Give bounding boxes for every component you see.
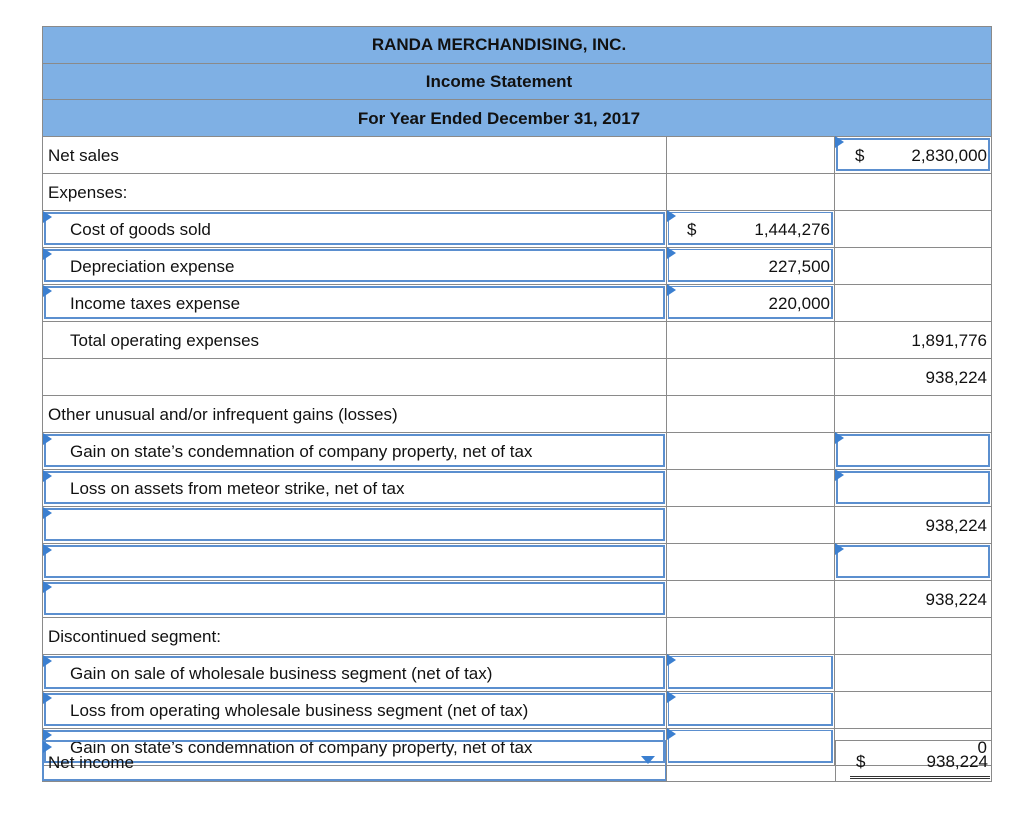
- input-marker-icon: [43, 581, 52, 593]
- currency-symbol: $: [856, 752, 866, 771]
- input-cogs-amount[interactable]: [666, 211, 834, 247]
- value-income-taxes: 220,000: [768, 294, 830, 313]
- row-gain-wholesale: [43, 655, 991, 692]
- row-net-sales: [43, 137, 991, 174]
- label-cogs: Cost of goods sold: [70, 220, 211, 239]
- select-loss-wholesale-label[interactable]: [43, 692, 666, 728]
- label-discontinued: Discontinued segment:: [48, 627, 221, 646]
- input-marker-icon: [43, 544, 52, 556]
- input-marker-icon: [835, 543, 844, 555]
- cell-net-income-total: [835, 740, 992, 781]
- label-gain-wholesale: Gain on sale of wholesale business segment (net of tax): [70, 664, 493, 683]
- company-header: [43, 27, 991, 64]
- label-other-gains: Other unusual and/or infrequent gains (losses): [48, 405, 398, 424]
- input-marker-icon: [667, 691, 676, 703]
- input-marker-icon: [835, 136, 844, 148]
- value-cogs: 1,444,276: [754, 220, 830, 239]
- input-depreciation-amount[interactable]: [666, 248, 834, 284]
- input-marker-icon: [43, 507, 52, 519]
- input-gain-wholesale-amount[interactable]: [666, 655, 834, 691]
- value-blank-3: 938,224: [925, 590, 987, 609]
- row-blank-1: [43, 507, 991, 544]
- input-marker-icon: [43, 655, 52, 667]
- row-depreciation: [43, 248, 991, 285]
- label-loss-meteor: Loss on assets from meteor strike, net of tax: [70, 479, 405, 498]
- input-loss-meteor-total[interactable]: [834, 470, 991, 506]
- label-depreciation: Depreciation expense: [70, 257, 235, 276]
- chevron-down-icon: [641, 756, 655, 764]
- label-total-opex: Total operating expenses: [70, 331, 260, 350]
- row-income-taxes: [43, 285, 991, 322]
- row-loss-meteor: [43, 470, 991, 507]
- statement-header: [43, 64, 991, 100]
- row-expenses-heading: [43, 174, 991, 211]
- input-loss-wholesale-amount[interactable]: [666, 692, 834, 728]
- label-income-taxes: Income taxes expense: [70, 294, 241, 313]
- value-net-sales: 2,830,000: [911, 146, 987, 165]
- input-income-taxes-amount[interactable]: [666, 285, 834, 321]
- input-marker-icon: [835, 432, 844, 444]
- input-marker-icon: [43, 211, 52, 223]
- row-blank-3: [43, 581, 991, 618]
- value-gain-condemnation-2-total: 0: [977, 738, 987, 757]
- double-underline: [850, 776, 990, 779]
- row-cogs: [43, 211, 991, 248]
- cell-net-sales-total[interactable]: [834, 137, 991, 173]
- input-marker-icon: [43, 433, 52, 445]
- label-net-income: Net income: [48, 753, 134, 772]
- label-net-sales: Net sales: [48, 146, 119, 165]
- row-net-income-frame: [42, 740, 992, 782]
- row-total-opex: [43, 322, 991, 359]
- value-net-income: 938,224: [926, 752, 988, 771]
- input-marker-icon: [43, 741, 52, 753]
- input-marker-icon: [43, 285, 52, 297]
- label-expenses: Expenses:: [48, 183, 128, 202]
- input-gain-condemnation-total[interactable]: [834, 433, 991, 469]
- select-gain-condemnation-label[interactable]: [43, 433, 666, 469]
- select-income-taxes-label[interactable]: [43, 285, 666, 321]
- select-gain-wholesale-label[interactable]: [43, 655, 666, 691]
- input-marker-icon: [43, 248, 52, 260]
- input-blank-2-total[interactable]: [834, 544, 991, 580]
- input-marker-icon: [667, 284, 676, 296]
- period-header: [43, 100, 991, 137]
- select-blank-1-label[interactable]: [43, 507, 666, 543]
- label-gain-condemnation-2: Gain on state’s condemnation of company property, net of tax: [70, 738, 533, 757]
- select-depreciation-label[interactable]: [43, 248, 666, 284]
- statement-title: Income Statement: [425, 72, 573, 91]
- value-blank-1: 938,224: [925, 516, 987, 535]
- income-statement-table: [42, 26, 992, 782]
- row-blank-2: [43, 544, 991, 581]
- input-marker-icon: [667, 654, 676, 666]
- label-gain-condemnation: Gain on state’s condemnation of company property, net of tax: [70, 442, 533, 461]
- select-blank-3-label[interactable]: [43, 581, 666, 617]
- value-depreciation: 227,500: [768, 257, 830, 276]
- input-marker-icon: [667, 247, 676, 259]
- row-other-gains-heading: [43, 396, 991, 433]
- currency-symbol: $: [687, 220, 697, 239]
- input-marker-icon: [835, 469, 844, 481]
- input-marker-icon: [667, 210, 676, 222]
- input-marker-icon: [43, 692, 52, 704]
- select-loss-meteor-label[interactable]: [43, 470, 666, 506]
- input-marker-icon: [667, 728, 676, 740]
- select-cogs-label[interactable]: [43, 211, 666, 247]
- row-discontinued-heading: [43, 618, 991, 655]
- statement-period: For Year Ended December 31, 2017: [357, 109, 641, 128]
- net-income-label-dropdown[interactable]: [42, 740, 667, 781]
- value-subtotal: 938,224: [925, 368, 987, 387]
- currency-symbol: $: [855, 146, 865, 165]
- row-loss-wholesale: [43, 692, 991, 729]
- value-total-opex: 1,891,776: [911, 331, 987, 350]
- row-subtotal: [43, 359, 991, 396]
- input-marker-icon: [43, 470, 52, 482]
- row-gain-condemnation: [43, 433, 991, 470]
- select-blank-2-label[interactable]: [43, 544, 666, 580]
- company-name: RANDA MERCHANDISING, INC.: [371, 35, 627, 54]
- label-loss-wholesale: Loss from operating wholesale business segment (net of tax): [70, 701, 529, 720]
